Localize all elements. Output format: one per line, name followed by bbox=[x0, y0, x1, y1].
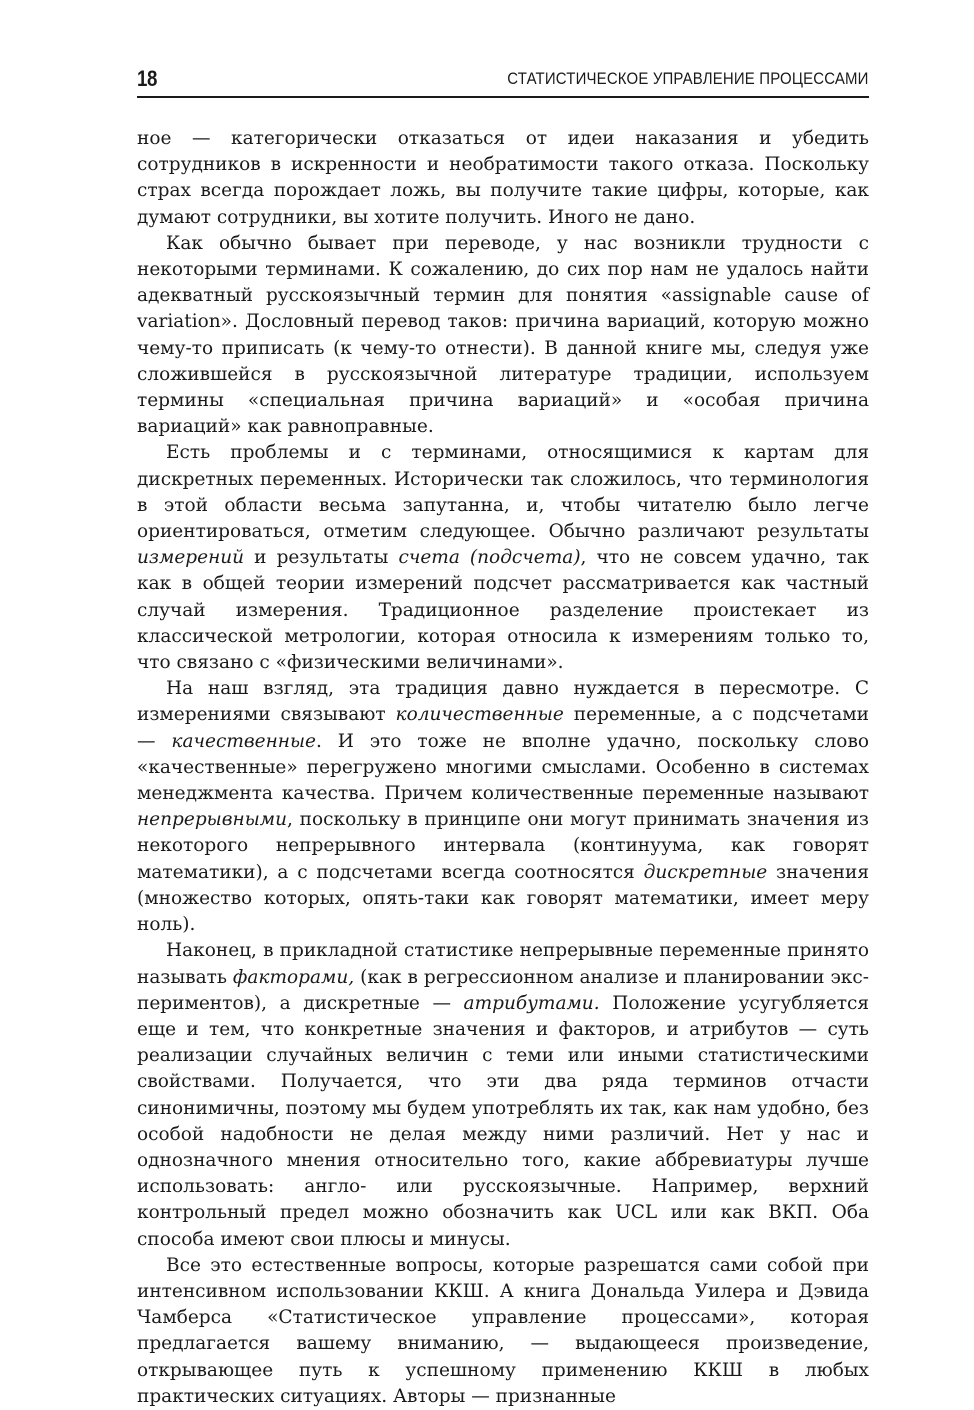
paragraph-2 bbox=[137, 231, 869, 441]
paragraph-text: переменные, а с подсчетами — bbox=[137, 704, 869, 752]
paragraph-text: . И это тоже не вполне удачно, поскольку слово «качественные» перегружено многими смыслами. Особенно в системах менеджмента качества. Причем количественные переменные называют bbox=[137, 730, 869, 805]
italic-term: измерений bbox=[137, 547, 245, 569]
italic-term: счета (подсчета) bbox=[398, 547, 581, 569]
italic-term: качественные bbox=[171, 730, 316, 752]
paragraph-text: ное — категорически отказаться от идеи наказания и убедить сотрудников в искренности и необратимости такого отказа. Поскольку страх всегда порождает ложь, вы получите такие цифры, которые, как думают сотрудники, вы хотите получить. Иного не дано. bbox=[137, 128, 869, 228]
paragraph-1 bbox=[137, 126, 869, 231]
paragraph-4 bbox=[137, 676, 869, 938]
italic-term: атрибутами. bbox=[463, 992, 600, 1014]
paragraph-text: и результаты bbox=[244, 547, 399, 569]
paragraph-text: Наконец, в прикладной статистике непрерывные переменные принято называть bbox=[137, 940, 869, 988]
paragraph-text: На наш взгляд, эта традиция давно нуждается в пересмотре. С измерениями связывают bbox=[137, 678, 869, 726]
page-number: 18 bbox=[137, 66, 157, 91]
paragraph-text: (как в регрессионном анализе и планировании экспериментов), а дискретные — bbox=[137, 966, 869, 1014]
running-head-title: СТАТИСТИЧЕСКОЕ УПРАВЛЕНИЕ ПРОЦЕССАМИ bbox=[507, 69, 869, 88]
paragraph-3 bbox=[137, 440, 869, 676]
body-text bbox=[137, 126, 869, 1410]
paragraph-text: , поскольку в принципе они могут принимать значения из некоторого непрерывного интервала (континуума, как говорят математики), а с подсчетами всегда соотносятся bbox=[137, 809, 869, 883]
paragraph-5 bbox=[137, 938, 869, 1252]
paragraph-text: значения (множество которых, опять-таки как говорят математики, имеет меру ноль). bbox=[137, 861, 869, 936]
paragraph-6 bbox=[137, 1253, 869, 1410]
italic-term: факторами, bbox=[232, 966, 355, 988]
italic-term: непрерывными bbox=[137, 809, 288, 831]
paragraph-text: Положение усугубляется еще и тем, что конкретные значения и факторов, и атрибутов — суть реализации случайных величин с теми или иными статистическими свойствами. Получается, что эти два ряда терминов отчасти синонимичны, поэтому мы будем употреблять их так, как нам удобно, без особой надобности не делая между ними различий. Нет у нас и однозначного мнения относительно того, какие аббревиатуры лучше использовать: англо- или русскоязычные. Например, верхний контрольный предел можно обозначить как UCL или как ВКП. Оба способа имеют свои плюсы и минусы. bbox=[137, 992, 869, 1250]
italic-term: количественные bbox=[395, 704, 564, 726]
paragraph-text: Есть проблемы и с терминами, относящимися к картам для дискретных переменных. Исторически так сложилось, что терминология в этой области весьма запутанна, и, чтобы читателю было легче ориентироваться, отметим следующее. Обычно различают результаты bbox=[137, 442, 869, 543]
paragraph-text: Все это естественные вопросы, которые разрешатся сами собой при интенсивном использовании ККШ. А книга Дональда Уилера и Дэвида Чамберса «Статистическое управление процессами», которая предлагается вашему вниманию, — выдающееся произведение, открывающее путь к успешному применению ККШ в любых практических ситуациях. Авторы — признанные bbox=[137, 1254, 869, 1407]
paragraph-text: , что не совсем удачно, так как в общей теории измерений подсчет рассматривается как частный случай измерения. Традиционное разделение проистекает из классической метрологии, которая относила к измерениям только то, что связано с «физическими величинами». bbox=[137, 547, 869, 674]
paragraph-text: Как обычно бывает при переводе, у нас возникли трудности с некоторыми терминами. К сожалению, до сих пор нам не удалось найти адекватный русскоязычный термин для понятия «assignable cause of variation». Дословный перевод таков: причина вариаций, которую можно чему-то приписать (к чему-то отнести). В данной книге мы, следуя уже сложившейся в русскоязычной литературе традиции, используем термины «специальная причина вариаций» и «особая причина вариаций» как равноправные. bbox=[137, 232, 869, 438]
running-head bbox=[137, 62, 869, 98]
italic-term: дискретные bbox=[643, 861, 768, 883]
